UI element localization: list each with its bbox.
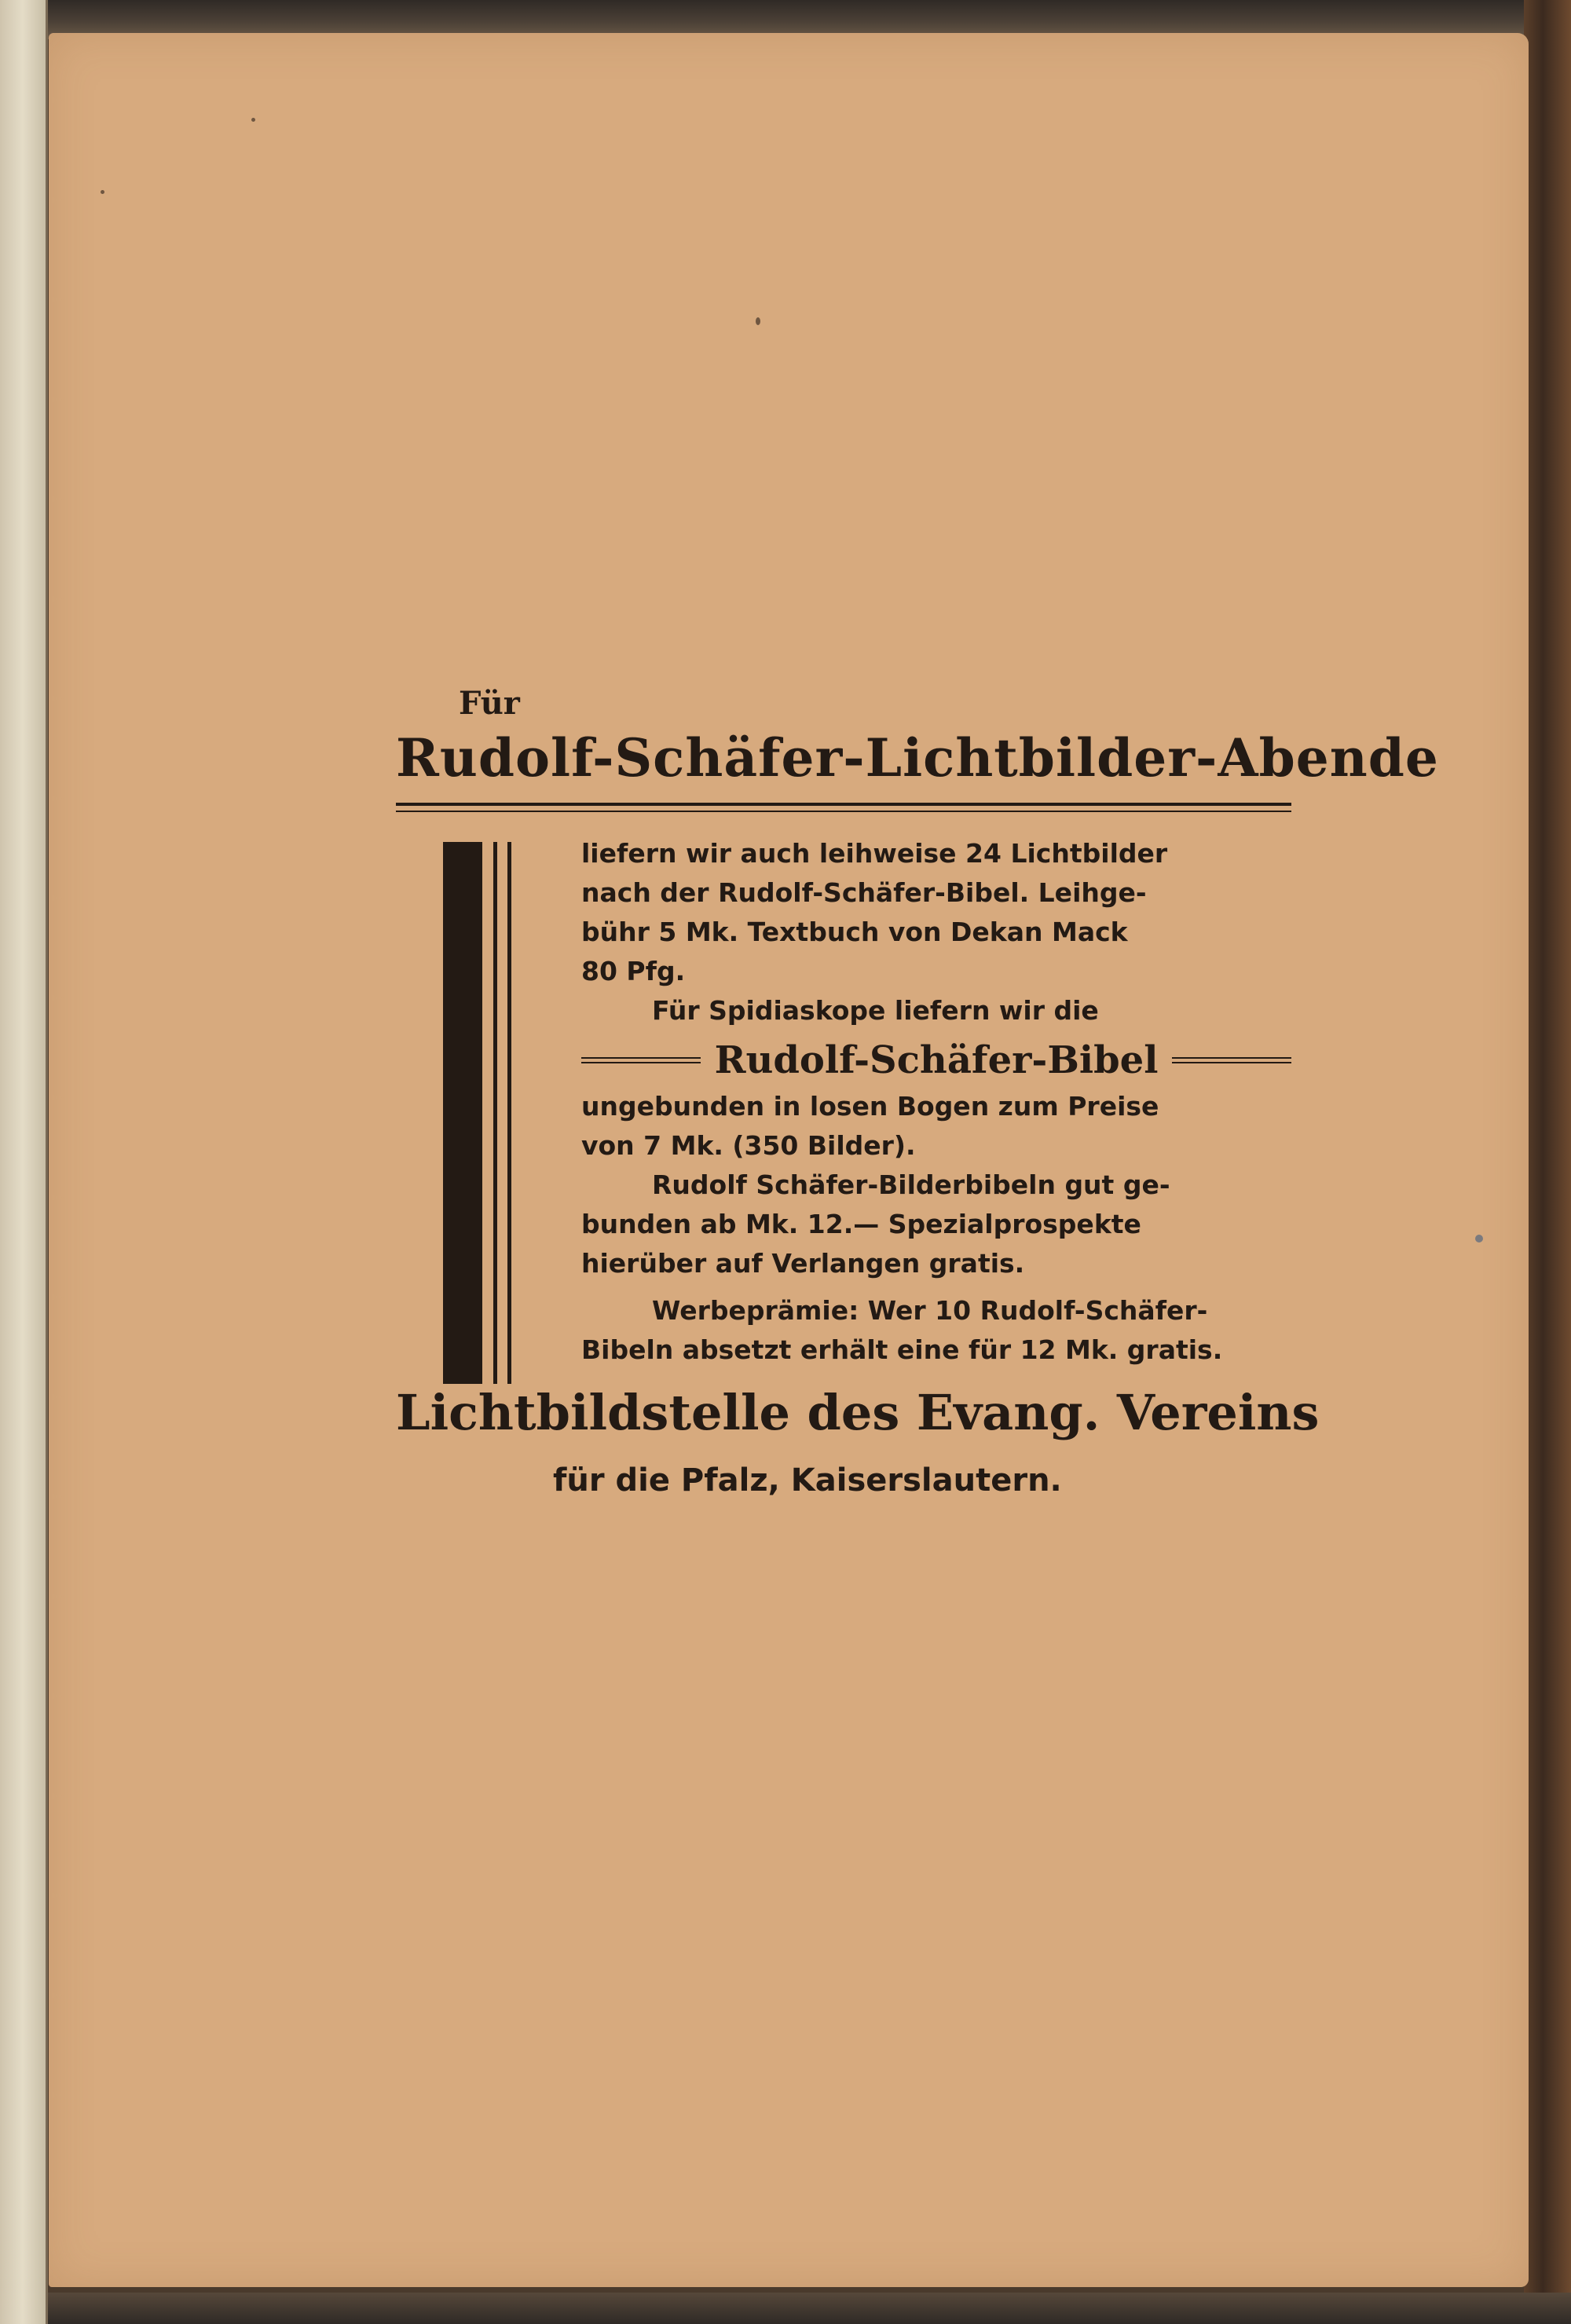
facing-page-edge [0, 0, 48, 2324]
body-line: bunden ab Mk. 12.— Spezialprospekte [581, 1209, 1141, 1239]
double-rule [581, 1057, 701, 1063]
headline-rule [396, 803, 1291, 806]
publisher-location: für die Pfalz, Kaiserslautern. [553, 1462, 1062, 1499]
headline: Rudolf-Schäfer-Lichtbilder-Abende [396, 727, 1439, 789]
paper-speck [101, 190, 104, 194]
double-rule [1172, 1057, 1291, 1063]
body-line: 80 Pfg. [581, 956, 686, 986]
ad-body [581, 834, 1291, 1370]
bible-title: Rudolf-Schäfer-Bibel [714, 1038, 1159, 1082]
body-line: Rudolf Schäfer-Bilderbibeln gut ge- [652, 1169, 1170, 1200]
paper-speck [1475, 1235, 1483, 1243]
body-line: Werbeprämie: Wer 10 Rudolf-Schäfer- [652, 1295, 1208, 1326]
book-cover-bottom-edge [0, 2293, 1571, 2324]
for-label: Für [459, 685, 520, 722]
paper-speck [251, 118, 255, 122]
body-line: von 7 Mk. (350 Bilder). [581, 1130, 916, 1161]
body-line: ungebunden in losen Bogen zum Preise [581, 1091, 1159, 1122]
body-line: nach der Rudolf-Schäfer-Bibel. Leihge- [581, 877, 1147, 908]
body-line: liefern wir auch leihweise 24 Lichtbilder [581, 838, 1168, 869]
paper-speck [756, 317, 760, 325]
page [49, 33, 1529, 2287]
body-line: hierüber auf Verlangen gratis. [581, 1248, 1025, 1279]
book-cover-right-edge [1524, 0, 1571, 2324]
decorative-bar-thin [493, 842, 497, 1384]
body-line: bühr 5 Mk. Textbuch von Dekan Mack [581, 917, 1128, 947]
decorative-bar-thin [507, 842, 511, 1384]
bible-title-row [581, 1034, 1291, 1087]
body-line: Bibeln absetzt erhält eine für 12 Mk. gratis. [581, 1334, 1223, 1365]
body-line: Für Spidiaskope liefern wir die [652, 995, 1099, 1026]
publisher-name: Lichtbildstelle des Evang. Vereins [396, 1384, 1320, 1441]
decorative-bar-thick [443, 842, 482, 1384]
headline-rule-thin [396, 811, 1291, 812]
